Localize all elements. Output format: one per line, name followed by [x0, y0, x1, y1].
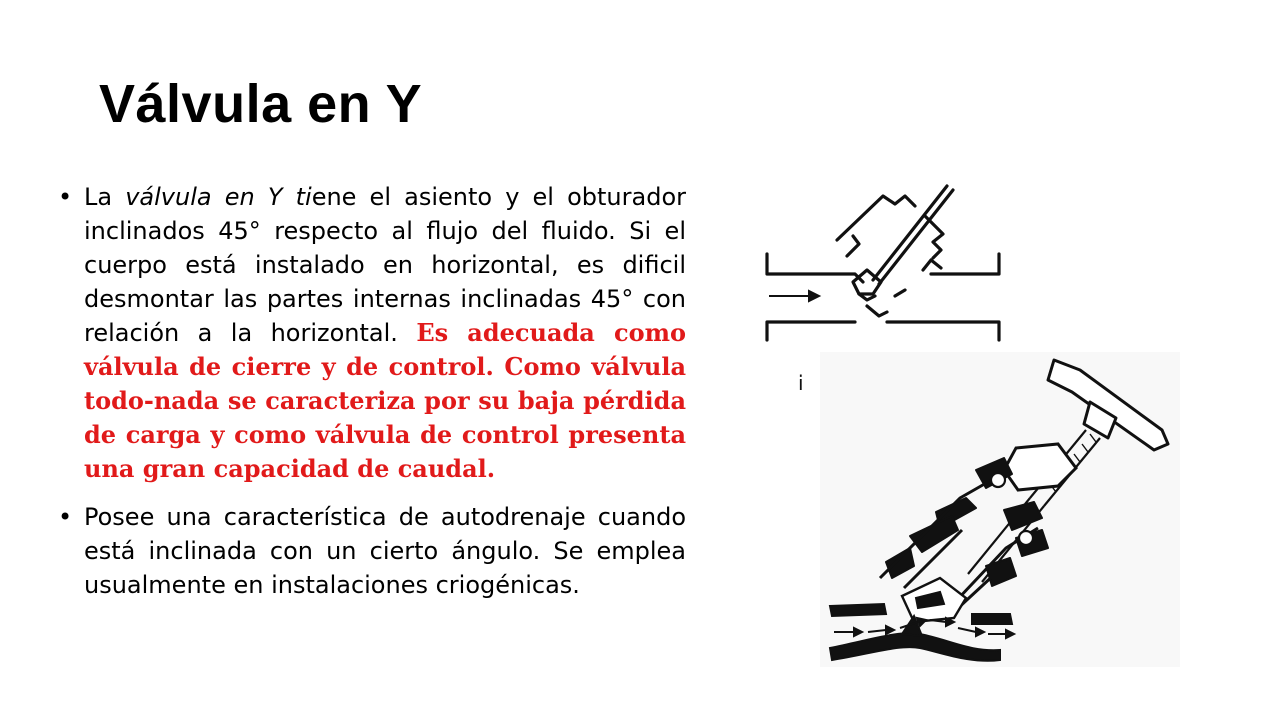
bullet-1-highlight: Es adecuada como válvula de cierre y de control. Como válvula todo-nada se caracteriza por su baja pérdida de carga y como válvula de control presenta una gran capacidad de caudal.	[84, 318, 686, 483]
bullet-dot-icon: •	[58, 183, 73, 211]
bullet-dot-icon: •	[58, 503, 73, 531]
slide-title: Válvula en Y	[99, 74, 423, 134]
figure-label: i	[798, 371, 804, 395]
y-valve-cross-section-drawing	[790, 352, 1180, 667]
y-valve-schematic-diagram	[755, 178, 1015, 348]
bullet-list	[58, 180, 686, 616]
bullet-item-1	[58, 180, 686, 486]
bullet-2-text: Posee una característica de autodrenaje cuando está inclinada con un cierto ángulo. Se emplea usualmente en instalaciones criogénicas.	[84, 503, 686, 599]
bullet-item-2	[58, 500, 686, 602]
bullet-1-text-start: La	[84, 183, 126, 211]
bullet-1-italic-term: válvula en Y ti	[125, 183, 312, 211]
bullet-1-text-body: ene el asiento y el obturador inclinados 45° respecto al flujo del fluido. Si el cuerpo está instalado en horizontal, es dificil desmontar las partes internas inclinadas 45° con relación a la horizontal.	[84, 183, 686, 347]
